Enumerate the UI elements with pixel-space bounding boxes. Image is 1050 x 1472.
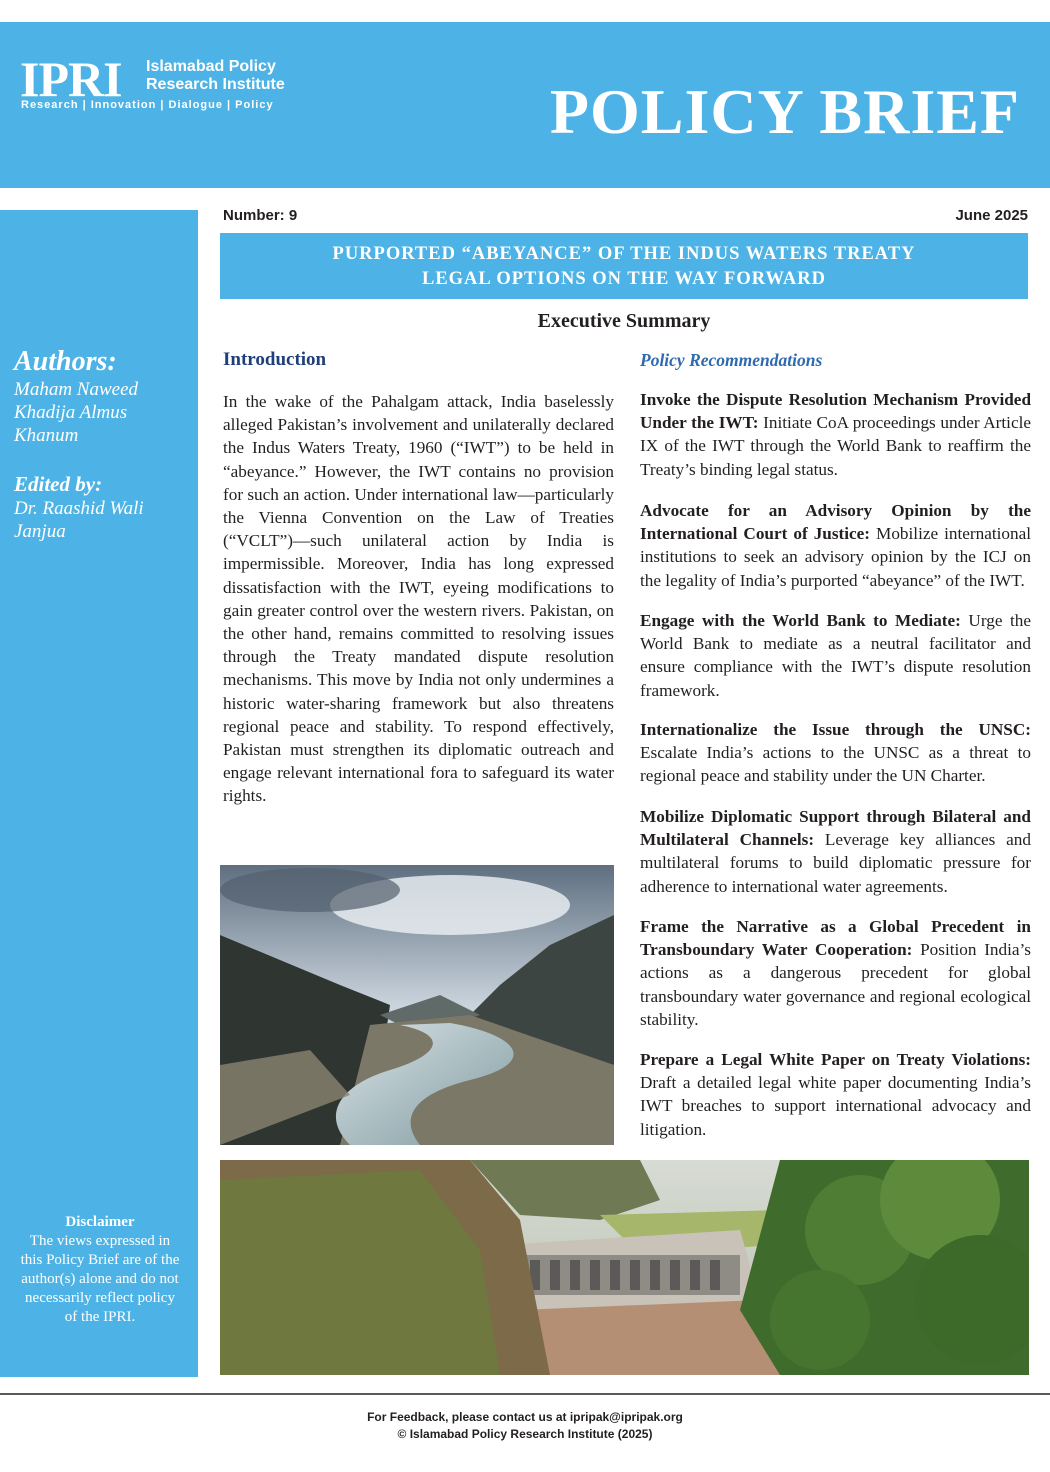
- recommendation-item: [640, 1048, 1031, 1141]
- disclaimer-line: necessarily reflect policy: [25, 1290, 175, 1306]
- recommendation-title: Advocate for an Advisory Opinion by the International Court of Justice:: [640, 501, 1031, 544]
- recommendation-item: [640, 609, 1031, 702]
- author-line: Khadija Almus: [14, 402, 128, 423]
- recommendation-item: [640, 915, 1031, 1031]
- recommendation-text: Mobilize international institutions to seek an advisory opinion by the ICJ on the legality of India’s purported “abeyance” of the IWT.: [640, 524, 1031, 590]
- brief-title-line2: LEGAL OPTIONS ON THE WAY FORWARD: [421, 269, 826, 289]
- disclaimer-line: author(s) alone and do not: [21, 1271, 179, 1287]
- recommendations-heading: Policy Recommendations: [640, 350, 823, 370]
- recommendation-title: Prepare a Legal White Paper on Treaty Violations:: [640, 1050, 1031, 1069]
- editor-heading: Edited by:: [14, 472, 103, 496]
- footer-feedback: For Feedback, please contact us at ipripak@ipripak.org: [367, 1410, 683, 1424]
- footer-divider: [0, 1393, 1050, 1395]
- recommendation-item: [640, 805, 1031, 898]
- recommendation-text: Urge the World Bank to mediate as a neutral facilitator and ensure compliance with the IWT’s dispute resolution framework.: [640, 611, 1031, 700]
- brief-title-band: [220, 233, 1028, 299]
- brief-date: June 2025: [955, 207, 1028, 224]
- recommendation-item: [640, 718, 1031, 788]
- recommendation-text: Position India’s actions as a dangerous precedent for global transboundary water governance and regional ecological stability.: [640, 940, 1031, 1029]
- disclaimer-line: this Policy Brief are of the: [20, 1252, 180, 1268]
- brief-title-line1: PURPORTED “ABEYANCE” OF THE INDUS WATERS TREATY: [332, 244, 916, 264]
- institute-name-line1: Islamabad Policy: [146, 58, 276, 75]
- editor-line: Dr. Raashid Wali: [14, 498, 144, 519]
- executive-summary-heading: Executive Summary: [537, 310, 711, 332]
- recommendation-item: [640, 388, 1031, 481]
- dam-photo: [220, 1160, 1029, 1375]
- disclaimer-line: The views expressed in: [29, 1233, 171, 1249]
- recommendation-text: Escalate India’s actions to the UNSC as a threat to regional peace and stability under the UN Charter.: [640, 743, 1031, 786]
- footer-copyright: © Islamabad Policy Research Institute (2025): [397, 1427, 653, 1441]
- recommendation-text: Leverage key alliances and multilateral forums to build diplomatic pressure for adherence to international water agreements.: [640, 830, 1031, 896]
- river-valley-photo: [220, 865, 614, 1145]
- author-line: Khanum: [14, 425, 79, 446]
- recommendation-text: Initiate CoA proceedings under Article IX of the IWT through the World Bank to reaffirm the Treaty’s binding legal status.: [640, 413, 1031, 479]
- introduction-heading: Introduction: [223, 349, 327, 370]
- recommendation-title: Mobilize Diplomatic Support through Bilateral and Multilateral Channels:: [640, 807, 1031, 850]
- editor-line: Janjua: [14, 521, 66, 542]
- recommendation-title: Frame the Narrative as a Global Precedent in Transboundary Water Cooperation:: [640, 917, 1031, 960]
- disclaimer: [8, 1213, 192, 1327]
- recommendation-title: Invoke the Dispute Resolution Mechanism Provided Under the IWT:: [640, 390, 1031, 433]
- author-line: Maham Naweed: [14, 379, 139, 400]
- institute-tagline: Research | Innovation | Dialogue | Policy: [21, 99, 274, 111]
- disclaimer-line: of the IPRI.: [64, 1309, 136, 1325]
- introduction-body: In the wake of the Pahalgam attack, India baselessly alleged Pakistan’s involvement and unilaterally declared the Indus Waters Treaty, 1960 (“IWT”) to be held in “abeyance.” However, the IWT contains no provision for such an action. Under international law—particularly the Vienna Convention on the Law of Treaties (“VCLT”)—such unilateral action by India is impermissible. Moreover, India has long expressed dissatisfaction with the IWT, eyeing modifications to gain greater control over the western rivers. Pakistan, on the other hand, remains committed to resolving issues through the Treaty mandated dispute resolution mechanisms. This move by India not only undermines a historic water-sharing framework but also threatens regional peace and stability. To respond effectively, Pakistan must strengthen its diplomatic outreach and engage relevant international fora to safeguard its water rights.: [223, 392, 614, 806]
- recommendation-text: Draft a detailed legal white paper documenting India’s IWT breaches to support international advocacy and litigation.: [640, 1073, 1031, 1139]
- disclaimer-heading: Disclaimer: [65, 1214, 135, 1230]
- header-banner: [0, 22, 1050, 188]
- recommendation-title: Internationalize the Issue through the UNSC:: [640, 720, 1031, 739]
- brief-number: Number: 9: [223, 207, 298, 224]
- institute-name: [146, 58, 285, 94]
- ipri-logo: IPRI: [20, 51, 122, 107]
- document-type-title: POLICY BRIEF: [549, 76, 1020, 147]
- institute-name-line2: Research Institute: [146, 76, 285, 93]
- authors-heading: Authors:: [14, 346, 117, 377]
- recommendation-title: Engage with the World Bank to Mediate:: [640, 611, 961, 630]
- recommendation-item: [640, 499, 1031, 592]
